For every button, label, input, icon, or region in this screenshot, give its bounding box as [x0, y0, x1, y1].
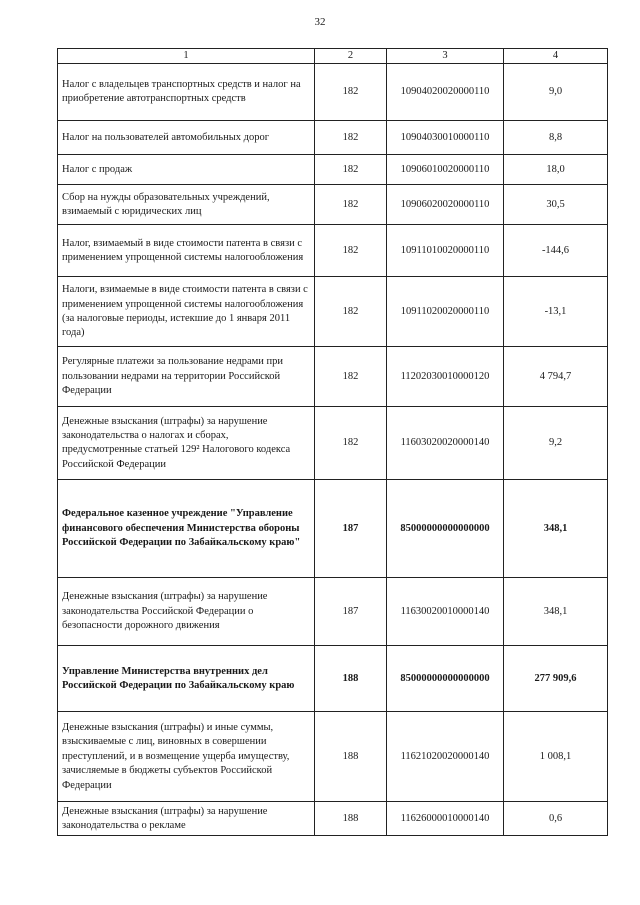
row-code-cell: 187 — [315, 578, 387, 646]
row-code-cell: 188 — [315, 712, 387, 802]
row-kbk-cell: 10904020020000110 — [387, 64, 504, 121]
row-sum-cell: 8,8 — [504, 121, 608, 155]
table-row — [58, 347, 608, 407]
row-sum-cell: -144,6 — [504, 225, 608, 277]
table-row — [58, 185, 608, 225]
row-name-cell: Денежные взыскания (штрафы) за нарушение законодательства Российской Федерации о безопасности дорожного движения — [58, 578, 315, 646]
table-row — [58, 646, 608, 712]
row-name-cell: Управление Министерства внутренних дел Российской Федерации по Забайкальскому краю — [58, 646, 315, 712]
column-header: 2 — [315, 49, 387, 64]
table-header — [58, 49, 608, 64]
table-row — [58, 578, 608, 646]
row-code-cell: 182 — [315, 121, 387, 155]
row-code-cell: 182 — [315, 347, 387, 407]
row-code-cell: 182 — [315, 185, 387, 225]
row-kbk-cell: 10911020020000110 — [387, 277, 504, 347]
row-name-cell: Налог с владельцев транспортных средств и налог на приобретение автотранспортных средств — [58, 64, 315, 121]
table-row — [58, 712, 608, 802]
row-kbk-cell: 11603020020000140 — [387, 407, 504, 480]
row-sum-cell: 348,1 — [504, 578, 608, 646]
row-sum-cell: 9,2 — [504, 407, 608, 480]
row-name-cell: Денежные взыскания (штрафы) за нарушение законодательства о рекламе — [58, 802, 315, 836]
row-name-cell: Налог с продаж — [58, 155, 315, 185]
row-kbk-cell: 11621020020000140 — [387, 712, 504, 802]
row-sum-cell: 1 008,1 — [504, 712, 608, 802]
row-name-cell: Денежные взыскания (штрафы) за нарушение законодательства о налогах и сборах, предусмотренные статьей 129² Налогового кодекса Российской Федерации — [58, 407, 315, 480]
row-kbk-cell: 11630020010000140 — [387, 578, 504, 646]
row-name-cell: Денежные взыскания (штрафы) и иные суммы, взыскиваемые с лиц, виновных в совершении преступлений, и в возмещение ущерба имуществу, зачисляемые в бюджеты субъектов Российской Федерации — [58, 712, 315, 802]
row-code-cell: 182 — [315, 277, 387, 347]
row-code-cell: 187 — [315, 480, 387, 578]
table-row — [58, 225, 608, 277]
row-sum-cell: 4 794,7 — [504, 347, 608, 407]
table-body — [58, 64, 608, 836]
row-sum-cell: 0,6 — [504, 802, 608, 836]
row-code-cell: 182 — [315, 155, 387, 185]
row-kbk-cell: 85000000000000000 — [387, 480, 504, 578]
row-name-cell: Федеральное казенное учреждение "Управление финансового обеспечения Министерства обороны Российской Федерации по Забайкальскому краю" — [58, 480, 315, 578]
row-name-cell: Сбор на нужды образовательных учреждений, взимаемый с юридических лиц — [58, 185, 315, 225]
row-code-cell: 182 — [315, 225, 387, 277]
header-row — [58, 49, 608, 64]
table-row — [58, 407, 608, 480]
row-sum-cell: -13,1 — [504, 277, 608, 347]
column-header: 1 — [58, 49, 315, 64]
column-header: 4 — [504, 49, 608, 64]
row-kbk-cell: 10906010020000110 — [387, 155, 504, 185]
table-row — [58, 155, 608, 185]
row-sum-cell: 9,0 — [504, 64, 608, 121]
row-kbk-cell: 11626000010000140 — [387, 802, 504, 836]
row-kbk-cell: 11202030010000120 — [387, 347, 504, 407]
row-name-cell: Регулярные платежи за пользование недрами при пользовании недрами на территории Российской Федерации — [58, 347, 315, 407]
row-code-cell: 188 — [315, 802, 387, 836]
row-sum-cell: 277 909,6 — [504, 646, 608, 712]
row-name-cell: Налог на пользователей автомобильных дорог — [58, 121, 315, 155]
row-sum-cell: 348,1 — [504, 480, 608, 578]
row-kbk-cell: 85000000000000000 — [387, 646, 504, 712]
table-row — [58, 480, 608, 578]
row-code-cell: 182 — [315, 407, 387, 480]
row-kbk-cell: 10906020020000110 — [387, 185, 504, 225]
column-header: 3 — [387, 49, 504, 64]
revenue-table — [57, 48, 608, 836]
row-sum-cell: 30,5 — [504, 185, 608, 225]
row-kbk-cell: 10911010020000110 — [387, 225, 504, 277]
row-code-cell: 188 — [315, 646, 387, 712]
row-name-cell: Налоги, взимаемые в виде стоимости патента в связи с применением упрощенной системы налогообложения (за налоговые периоды, истекшие до 1 января 2011 года) — [58, 277, 315, 347]
table-row — [58, 277, 608, 347]
page-number: 32 — [314, 16, 326, 28]
row-code-cell: 182 — [315, 64, 387, 121]
row-kbk-cell: 10904030010000110 — [387, 121, 504, 155]
row-sum-cell: 18,0 — [504, 155, 608, 185]
row-name-cell: Налог, взимаемый в виде стоимости патента в связи с применением упрощенной системы налогообложения — [58, 225, 315, 277]
table-row — [58, 64, 608, 121]
table-row — [58, 121, 608, 155]
table-row — [58, 802, 608, 836]
